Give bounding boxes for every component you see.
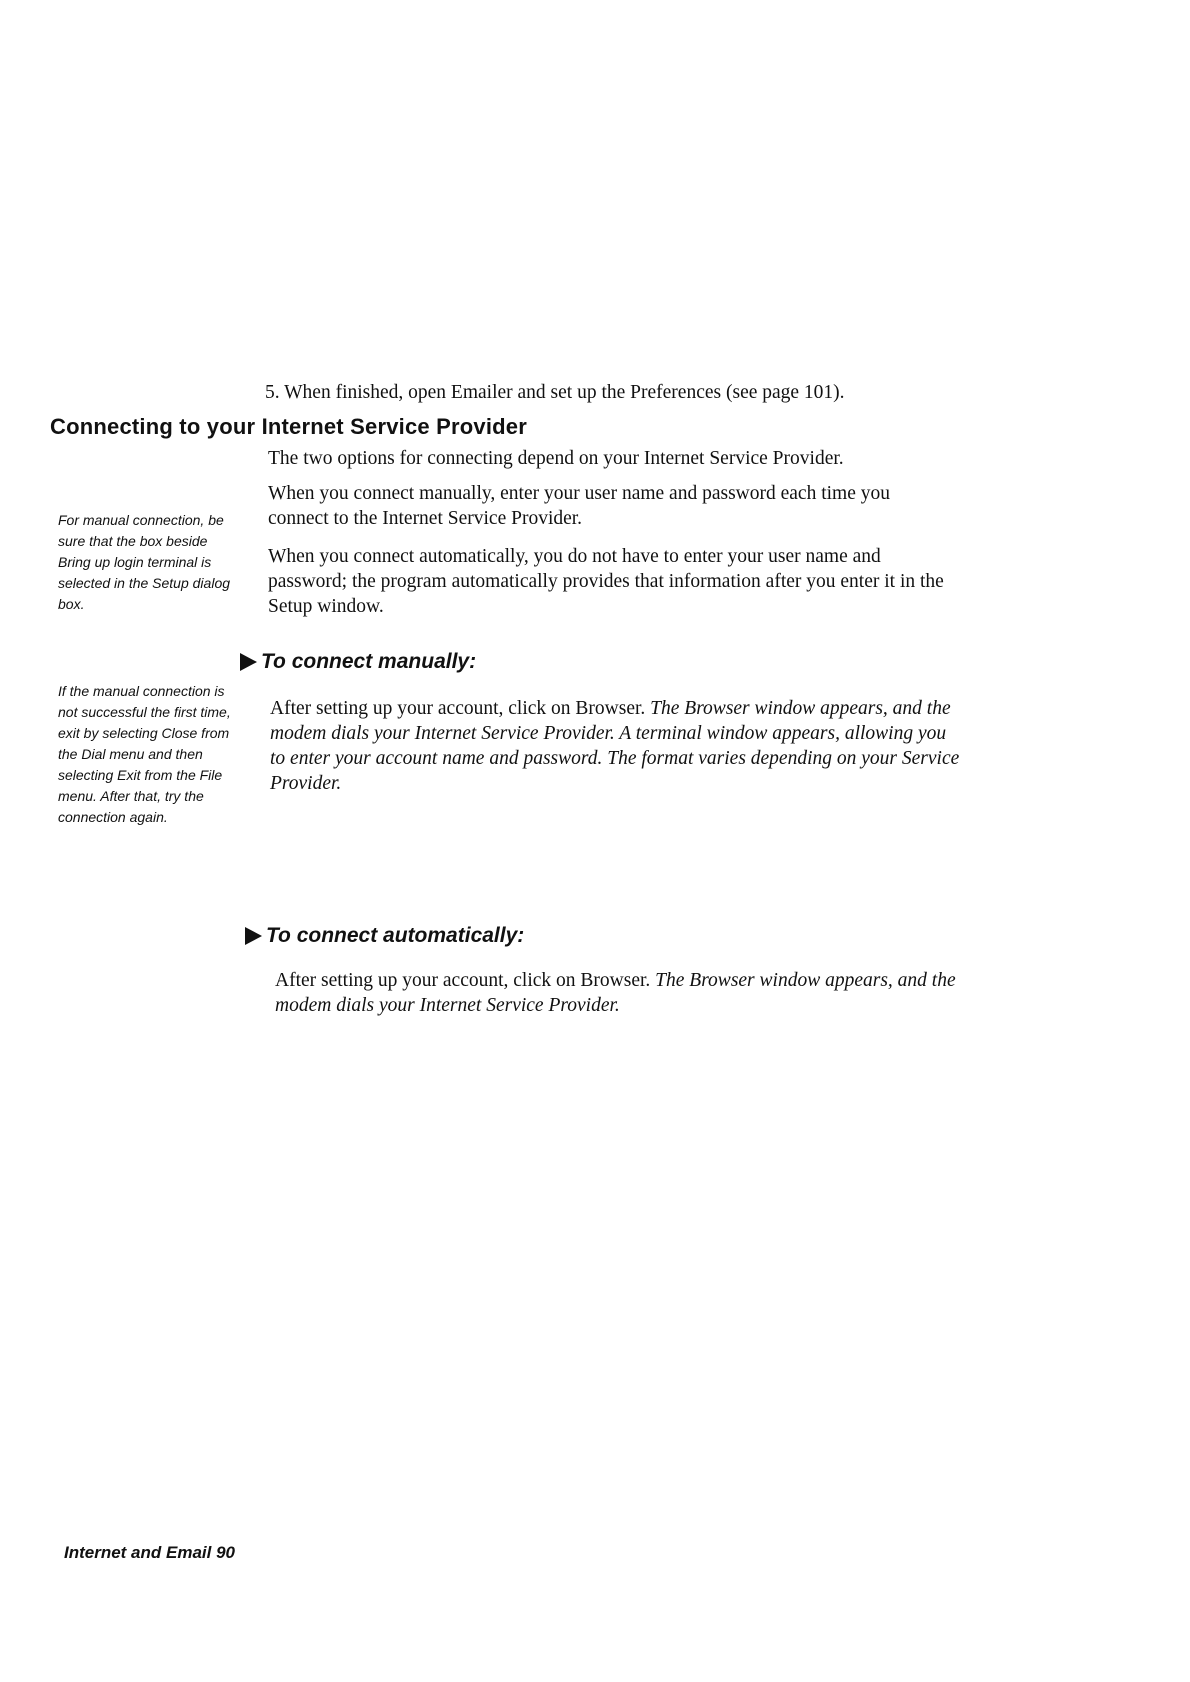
sidebar-note-login: For manual connection, be sure that the box beside Bring up login terminal is selected in the Setup dialog box. [58,512,231,612]
subheading-connect-automatically [245,924,524,948]
manual-result: The Browser window appears, and the modem dials your Internet Service Provider. A terminal window appears, allowing you to enter your account name and password. The format varies depending on your Service Provider. [270,698,960,794]
auto-action: After setting up your account, click on Browser. [275,970,656,991]
manual-description: When you connect manually, enter your user name and password each time you connect to the Internet Service Provider. [268,483,890,529]
arrow-right-icon [245,927,262,945]
auto-procedure [275,968,965,1018]
sidebar-note-retry: If the manual connection is not successful the first time, exit by selecting Close from the Dial menu and then selecting Exit from the File menu. After that, try the connection again. [58,683,231,825]
subheading-manual-label: To connect manually: [261,650,477,673]
manual-action: After setting up your account, click on Browser. [270,698,651,719]
auto-result: The Browser window appears, and the modem dials your Internet Service Provider. [275,970,956,1016]
intro-paragraph: The two options for connecting depend on your Internet Service Provider. [268,448,844,469]
section-title: Connecting to your Internet Service Provider [50,414,528,439]
manual-procedure [270,696,960,796]
page-footer: Internet and Email 90 [64,1543,235,1562]
arrow-right-icon [240,653,257,671]
subheading-connect-manually [240,650,476,674]
auto-description: When you connect automatically, you do not have to enter your user name and password; the program automatically provides that information after you enter it in the Setup window. [268,546,944,617]
subheading-auto-label: To connect automatically: [266,924,525,947]
step-5-text: 5. When finished, open Emailer and set up the Preferences (see page 101). [265,381,845,403]
